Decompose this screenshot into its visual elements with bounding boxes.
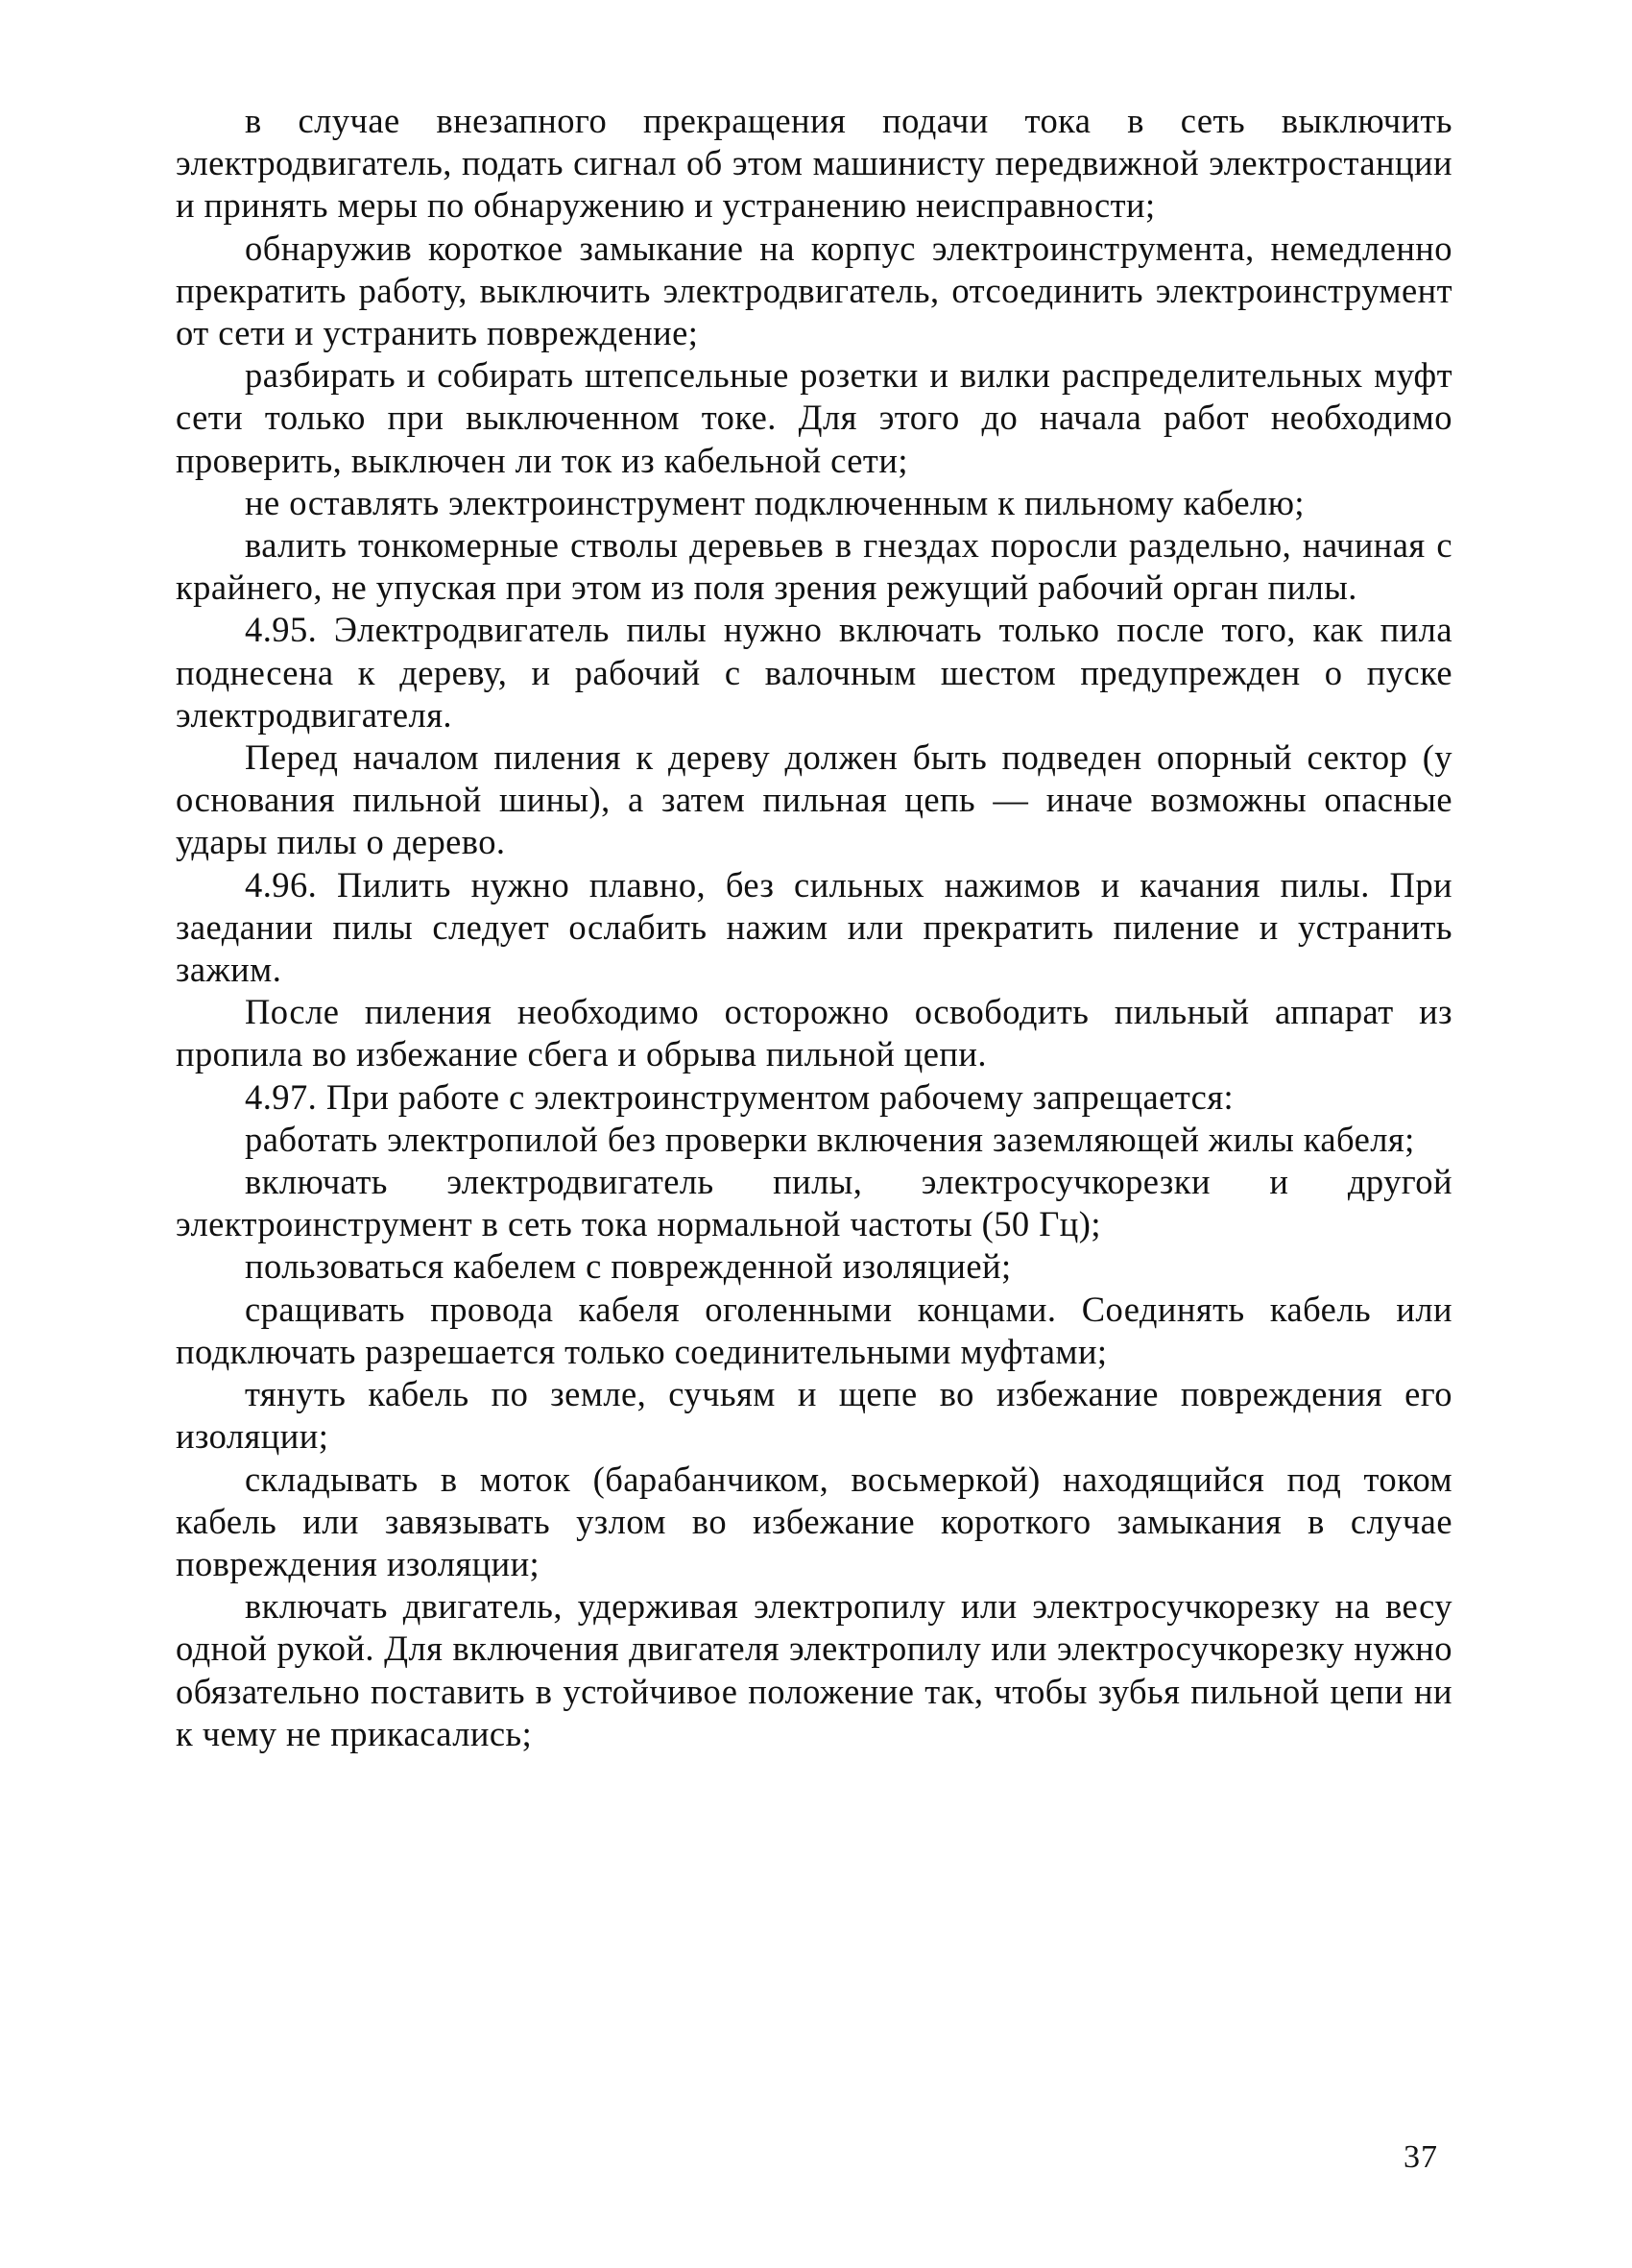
paragraph: После пиления необходимо осторожно освободить пильный аппарат из пропила во избежание сбега и обрыва пильной цепи. [176,992,1452,1074]
section-4-97: 4.97. При работе с электроинструментом рабочему запрещается: [245,1076,1235,1117]
list-item: включать электродвигатель пилы, электросучкорезки и другой электроинструмент в сеть тока нормальной частоты (50 Гц); [176,1162,1452,1244]
paragraph: не оставлять электроинструмент подключенным к пильному кабелю; [245,482,1306,522]
paragraph: в случае внезапного прекращения подачи тока в сеть выключить электродвигатель, подать сигнал об этом машинисту передвижной электростанции и принять меры по обнаружению и устранению неисправности; [176,101,1452,226]
list-item: складывать в моток (барабанчиком, восьмеркой) находящийся под током кабель или завязывать узлом во избежание короткого замыкания в случае повреждения изоляции; [176,1459,1452,1583]
list-item: сращивать провода кабеля оголенными концами. Соединять кабель или подключать разрешается только соединительными муфтами; [176,1289,1452,1371]
list-item: работать электропилой без проверки включения заземляющей жилы кабеля; [245,1119,1415,1159]
document-page [176,100,1452,1755]
paragraph: разбирать и собирать штепсельные розетки и вилки распределительных муфт сети только при выключенном токе. Для этого до начала работ необходимо проверить, выключен ли ток из кабельной сети; [176,355,1452,480]
paragraph: Перед началом пиления к дереву должен быть подведен опорный сектор (у основания пильной шины), а затем пильная цепь — иначе возможны опасные удары пилы о дерево. [176,737,1452,862]
page-number: 37 [1404,2139,1438,2175]
paragraph: валить тонкомерные стволы деревьев в гнездах поросли раздельно, начиная с крайнего, не упуская при этом из поля зрения режущий рабочий орган пилы. [176,525,1452,608]
paragraph: обнаружив короткое замыкание на корпус электроинструмента, немедленно прекратить работу, выключить электродвигатель, отсоединить электроинструмент от сети и устранить повреждение; [176,228,1452,353]
section-4-96: 4.96. Пилить нужно плавно, без сильных нажимов и качания пилы. При заедании пилы следует ослабить нажим или прекратить пиление и устранить зажим. [176,864,1452,990]
list-item: включать двигатель, удерживая электропилу или электросучкорезку на весу одной рукой. Для включения двигателя электропилу или электросучкорезку нужно обязательно поставить в устойчивое положение так, чтобы зубья пильной цепи ни к чему не прикасались; [176,1586,1452,1753]
list-item: тянуть кабель по земле, сучьям и щепе во избежание повреждения его изоляции; [176,1374,1452,1457]
list-item: пользоваться кабелем с поврежденной изоляцией; [245,1246,1012,1287]
section-4-95: 4.95. Электродвигатель пилы нужно включать только после того, как пила поднесена к дереву, и рабочий с валочным шестом предупрежден о пуске электродвигателя. [176,610,1452,735]
